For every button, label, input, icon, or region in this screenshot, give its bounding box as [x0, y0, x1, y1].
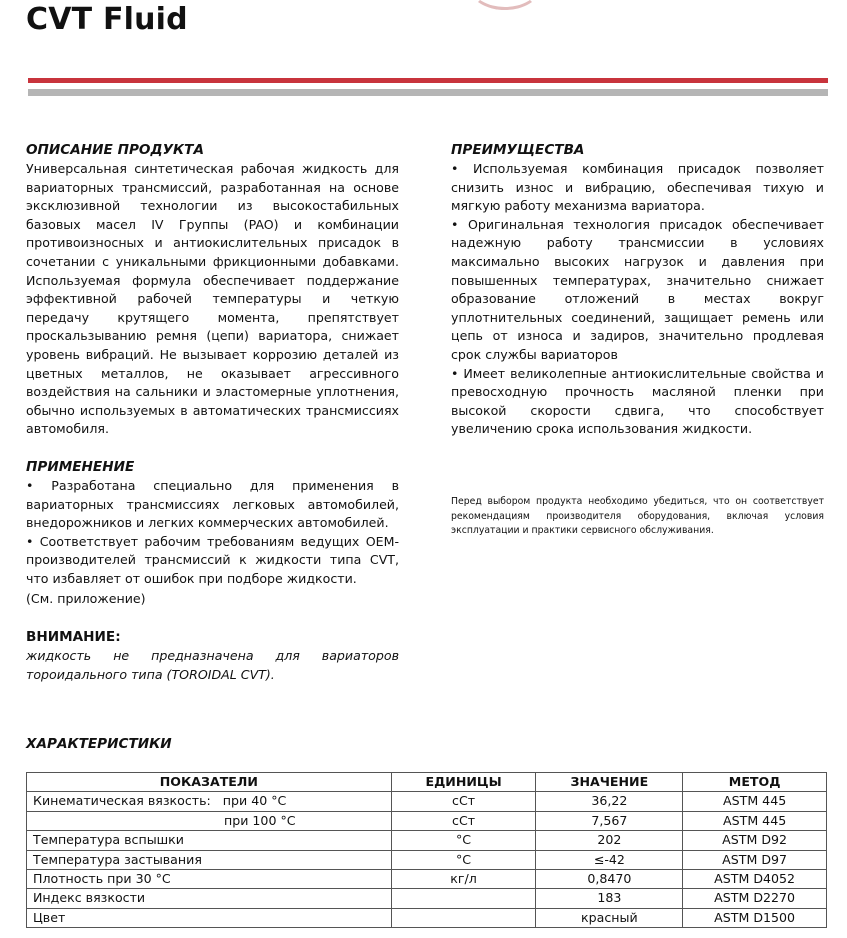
- method-cell: ASTM D2270: [683, 889, 827, 908]
- table-row: [27, 850, 827, 869]
- param-cell: Индекс вязкости: [27, 889, 392, 908]
- unit-cell: сСт: [391, 811, 536, 830]
- specs-table: [26, 772, 827, 928]
- specs-heading: ХАРАКТЕРИСТИКИ: [26, 736, 172, 752]
- method-cell: ASTM D97: [683, 850, 827, 869]
- table-row: [27, 811, 827, 830]
- unit-cell: °С: [391, 850, 536, 869]
- logo-fragment: [470, 0, 540, 10]
- column-header: МЕТОД: [683, 773, 827, 792]
- column-header: ЗНАЧЕНИЕ: [536, 773, 683, 792]
- param-cell: Температура застывания: [27, 850, 392, 869]
- unit-cell: °С: [391, 831, 536, 850]
- warning-text: жидкость не предназначена для вариаторов тороидального типа (TOROIDAL CVT).: [26, 648, 399, 682]
- param-cell: Температура вспышки: [27, 831, 392, 850]
- method-cell: ASTM D1500: [683, 908, 827, 927]
- specs-header-row: [27, 773, 827, 792]
- warning-heading: ВНИМАНИЕ:: [26, 629, 121, 646]
- table-row: [27, 831, 827, 850]
- param-cell: Плотность при 30 °С: [27, 870, 392, 889]
- method-cell: ASTM D4052: [683, 870, 827, 889]
- value-cell: ≤-42: [536, 850, 683, 869]
- value-cell: 7,567: [536, 811, 683, 830]
- page-title: CVT Fluid: [26, 2, 188, 37]
- table-row: [27, 792, 827, 811]
- column-header: ПОКАЗАТЕЛИ: [27, 773, 392, 792]
- table-row: [27, 908, 827, 927]
- left-column: [26, 141, 399, 684]
- application-heading: ПРИМЕНЕНИЕ: [26, 458, 135, 475]
- value-cell: 202: [536, 831, 683, 850]
- param-cell: при 100 °С: [27, 811, 392, 830]
- table-row: [27, 889, 827, 908]
- header-divider-red: [28, 78, 828, 83]
- header-divider-gray: [28, 89, 828, 96]
- value-cell: красный: [536, 908, 683, 927]
- advantages-item: • Используемая комбинация присадок позволяет снизить износ и вибрацию, обеспечивая тихую и мягкую работу механизма вариатора.: [451, 161, 824, 214]
- application-note: (См. приложение): [26, 591, 146, 607]
- method-cell: ASTM 445: [683, 792, 827, 811]
- right-column: [451, 141, 824, 439]
- method-cell: ASTM D92: [683, 831, 827, 850]
- application-item: • Разработана специально для применения в вариаторных трансмиссиях легковых автомобилей, внедорожников и легких коммерческих автомобилей.: [26, 477, 399, 531]
- description-text: Универсальная синтетическая рабочая жидкость для вариаторных трансмиссий, разработанная на основе эксклюзивной технологии из высокостабильных базовых масел IV Группы (PAO) и комбинации противоизносных и антиокислительных присадок в сочетании с уникальными фрикционными добавками. Используемая формула обеспечивает поддержание эффективной рабочей температуры и четкую передачу крутящего момента, препятствует проскальзыванию ремня (цепи) вариатора, снижает уровень вибраций. Не вызывает коррозию деталей из цветных металлов, не оказывает агрессивного воздействия на сальники и эластомерные уплотнения, обычно используемых в автоматических трансмиссиях автомобиля.: [26, 161, 399, 437]
- param-cell: Цвет: [27, 908, 392, 927]
- advantages-item: • Имеет великолепные антиокислительные свойства и превосходную прочность масляной пленки при высокой скорости сдвига, что способствует увеличению срока использования жидкости.: [451, 365, 824, 437]
- value-cell: 36,22: [536, 792, 683, 811]
- unit-cell: [391, 889, 536, 908]
- advantages-item: • Оригинальная технология присадок обеспечивает надежную работу трансмиссии в условиях максимально высоких нагрузок и давления при повышенных температурах, значительно снижает образование отложений в местах вокруг уплотнительных соединений, защищает ремень или цепь от износа и задиров, значительно продлевая срок службы вариаторов: [451, 216, 824, 362]
- description-heading: ОПИСАНИЕ ПРОДУКТА: [26, 142, 204, 158]
- unit-cell: сСт: [391, 792, 536, 811]
- disclaimer-text: Перед выбором продукта необходимо убедиться, что он соответствует рекомендациям производителя оборудования, включая условия эксплуатации и практики сервисного обслуживания.: [451, 496, 824, 537]
- advantages-heading: ПРЕИМУЩЕСТВА: [451, 142, 585, 158]
- unit-cell: [391, 908, 536, 927]
- column-header: ЕДИНИЦЫ: [391, 773, 536, 792]
- table-row: [27, 870, 827, 889]
- param-cell: Кинематическая вязкость: при 40 °С: [27, 792, 392, 811]
- method-cell: ASTM 445: [683, 811, 827, 830]
- unit-cell: кг/л: [391, 870, 536, 889]
- application-item: • Соответствует рабочим требованиям ведущих OEM-производителей трансмиссий к жидкости типа CVT, что избавляет от ошибок при подборе жидкости.: [26, 533, 399, 586]
- value-cell: 183: [536, 889, 683, 908]
- value-cell: 0,8470: [536, 870, 683, 889]
